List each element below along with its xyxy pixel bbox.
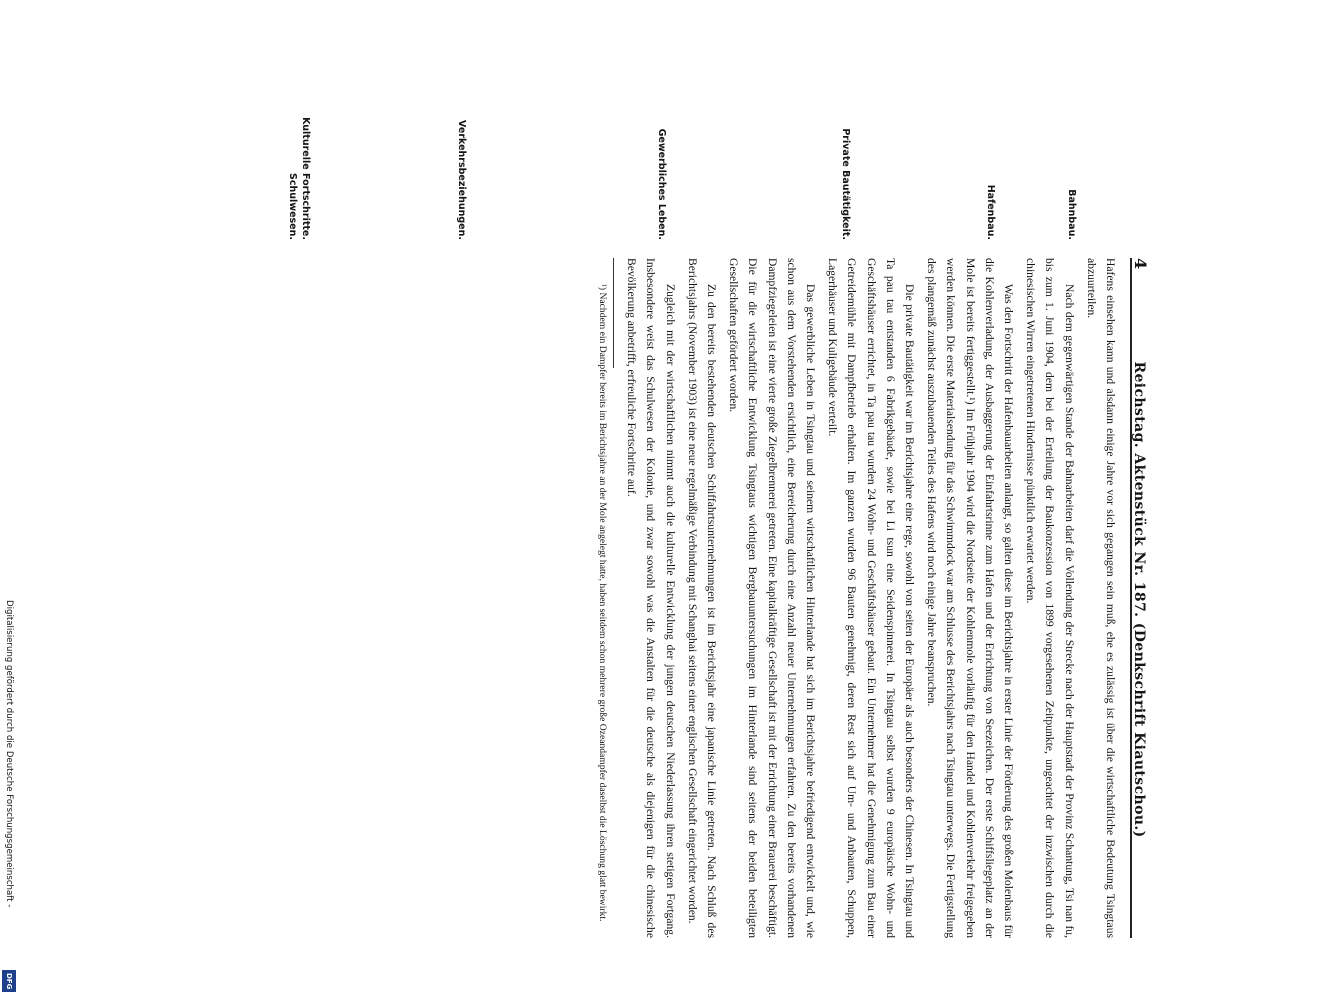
footnote: ¹) Nachdem ein Dampfer bereits im Berichtsjahre an der Mole angelegt hatte, haben seitdem schon mehrere große Ozeandampfer daselbst die Löschung glatt bewirkt.	[596, 284, 608, 922]
paragraph-private-bau: Die private Bautätigkeit war im Berichtsjahre eine rege, sowohl von seiten der Europäer als auch besonders der Chinesen. In Tsingtau und Ta pau tau entstanden 6 Fabrikgebäude, sowie bei Li tsun eine Seidenspinnerei. In Tsingtau selbst wurden 9 europäische Wohn- und Geschäftshäuser errichtet, in Ta pau tau wurden 24 Wohn- und Geschäftshäuser gebaut. Ein Unternehmer hat die Genehmigung zum Bau einer Getreidemühle mit Dampfbetrieb erhalten. Im ganzen wurden 96 Bauten genehmigt, deren Rest sich auf Um- und Anbauten, Schuppen, Lagerhäuser und Kuligebäude verteilt.	[826, 258, 916, 938]
margin-note-private-bau: Private Bautätigkeit.	[840, 128, 851, 240]
dfg-logo-icon: DFG	[2, 970, 16, 992]
paragraph-gewerbe: Das gewerbliche Leben in Tsingtau und seinem wirtschaftlichen Hinterlande hat sich im Berichtsjahre befriedigend entwickelt und, wie schon aus dem Vorstehenden ersichtlich, eine Bereicherung durch eine Anzahl neuer Unternehmungen erfahren. Zu den bereits vorhandenen Dampfziegeleien ist eine vierte große Ziegelbrennerei getreten. Eine kapitalkräftige Gesellschaft ist mit der Errichtung einer Brauerei beschäftigt. Die für die wirtschaftliche Entwicklung Tsingtaus wichtigen Bergbauuntersuchungen im Hinterlande sind seitens der beiden beteiligten Gesellschaften gefördert worden.	[727, 258, 817, 938]
margin-note-bahnbau: Bahnbau.	[1066, 189, 1077, 240]
margin-note-kultur: Kulturelle Fortschritte. Schulwesen.	[287, 117, 311, 240]
credit-text: Digitalisierung gefördert durch die Deutsche Forschungsgemeinschaft -	[4, 600, 14, 908]
paragraph-bahnbau: Nach dem gegenwärtigen Stande der Bahnarbeiten darf die Vollendung der Strecke nach der Hauptstadt der Provinz Schantung, Tsi nan fu, bis zum 1. Juni 1904, dem bei der Erteilung der Baukonzession von 1899 vorgesehenen Zeitpunkte, ungeachtet der inzwischen durch die chinesischen Wirren eingetretenen Hindernisse pünktlich erwartet werden.	[1024, 258, 1076, 938]
paragraph-hafenbau: Was den Fortschritt der Hafenbauarbeiten anlangt, so galten diese im Berichtsjahre in erster Linie der Förderung des großen Molenbaus für die Kohlenverladung, der Ausbaggerung der Einfahrtsrinne zum Hafen und der Errichtung von Seezeichen. Der erste Schiffsliegeplatz an der Mole ist bereits fertiggestellt.¹) Im Frühjahr 1904 wird die Nordseite der Kohlenmole vorläufig für den Handel und Kohlenverkehr freigegeben werden können. Die erste Materialsendung für das Schwimmdock war am Schlusse des Berichtsjahrs nach Tsingtau unterwegs. Die Fertigstellung des plangemäß zunächst auszubauenden Teiles des Hafens wird noch einige Jahre beanspruchen.	[925, 258, 1015, 938]
paragraph-verkehr: Zu den bereits bestehenden deutschen Schiffahrtsunternehmungen ist im Berichtsjahr eine japanische Linie getreten. Nach Schluß des Berichtsjahrs (November 1903) ist eine neue regelmäßige Verbindung mit Schanghai seitens einer englischen Gesellschaft eingerichtet worden.	[685, 258, 718, 938]
paragraph-intro: Hafens einsehen kann und alsdann einige Jahre vor sich gegangen sein muß, ehe es zulässig ist über die wirtschaftliche Bedeutung Tsingtaus abzuurteilen.	[1084, 258, 1117, 938]
digitization-credit	[2, 600, 16, 992]
margin-note-verkehr: Verkehrsbeziehungen.	[456, 120, 467, 240]
document-page	[102, 117, 1162, 938]
margin-note-hafenbau: Hafenbau.	[985, 184, 996, 240]
running-title: Reichstag. Aktenstück Nr. 187. (Denkschrift Kiautschou.)	[1131, 361, 1147, 838]
page-header	[1130, 258, 1162, 938]
body-text	[592, 258, 1120, 938]
footnote-divider	[613, 258, 614, 368]
page-number: 4	[1131, 258, 1150, 270]
paragraph-kultur: Zugleich mit der wirtschaftlichen nimmt auch die kulturelle Entwicklung der jungen deutschen Niederlassung ihren stetigen Fortgang. Insbesondere weist das Schulwesen der Kolonie, und zwar sowohl was die Anstalten für die deutsche als diejenigen für die chinesische Bevölkerung anbetrifft, erfreuliche Fortschritte auf.	[625, 258, 677, 938]
margin-note-gewerbe: Gewerbliches Leben.	[656, 128, 667, 240]
